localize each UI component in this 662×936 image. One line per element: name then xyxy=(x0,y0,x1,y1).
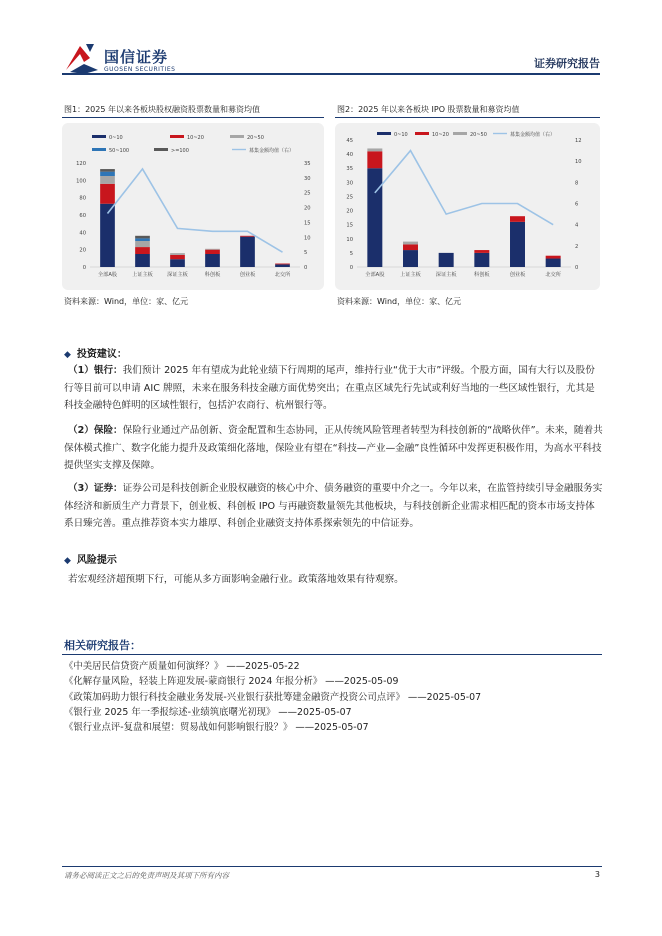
legend-label: 10~20 xyxy=(187,135,204,141)
y2-tick-label: 0 xyxy=(575,265,579,271)
logo-name-en: GUOSEN SECURITIES xyxy=(104,66,176,73)
bar-segment xyxy=(205,250,220,254)
legend-swatch xyxy=(92,135,106,138)
y2-tick-label: 4 xyxy=(575,222,579,229)
securities-text: 证券公司是科技创新企业股权融资的核心中介、债务融资的重要中介之一。今年以来，在监管持续引导金融服务实体经济和新质生产力背景下，创业板、科创板 IPO 与再融资数量领先其他板块，与科技创新企业需求相匹配的资本市场支持体系日臻完善。重点推荐资本实力雄厚、科创企业融资支持体系探索领先的中信证券。 xyxy=(64,483,603,530)
bar-segment xyxy=(546,256,561,259)
related-reports-list xyxy=(64,659,481,735)
y-tick-label: 0 xyxy=(82,265,86,271)
y2-tick-label: 10 xyxy=(575,159,582,166)
y2-tick-label: 10 xyxy=(304,235,311,242)
legend-label: 0~10 xyxy=(109,135,123,141)
figure-1-source: 资料来源：Wind，单位：家、亿元 xyxy=(64,297,189,306)
x-tick-label: 深证主板 xyxy=(435,272,457,278)
page-header xyxy=(0,0,662,80)
y2-tick-label: 6 xyxy=(575,201,579,208)
legend-label: 募集金额均值（右） xyxy=(249,148,295,154)
legend-label: 募集金额均值（右） xyxy=(510,132,556,138)
x-tick-label: 科创板 xyxy=(204,272,221,278)
bar-segment xyxy=(135,254,150,267)
header-divider xyxy=(62,73,600,75)
y-tick-label: 120 xyxy=(76,161,86,167)
y-tick-label: 60 xyxy=(79,213,86,219)
x-tick-label: 北交所 xyxy=(274,272,291,278)
figure-2-rule xyxy=(335,117,600,118)
y2-tick-label: 12 xyxy=(575,138,582,144)
legend-label: 50~100 xyxy=(109,148,130,154)
bar-segment xyxy=(135,238,150,241)
bar-segment xyxy=(170,253,185,255)
insurance-label: （2）保险： xyxy=(68,425,123,436)
bar-segment xyxy=(439,253,454,267)
y-tick-label: 15 xyxy=(346,222,353,229)
bar-segment xyxy=(367,151,382,168)
bar-segment xyxy=(135,241,150,247)
y2-tick-label: 5 xyxy=(304,250,308,257)
securities-paragraph xyxy=(64,480,604,533)
bar-segment xyxy=(170,259,185,267)
x-tick-label: 深证主板 xyxy=(167,272,188,278)
x-tick-label: 上证主板 xyxy=(132,272,153,278)
footer-disclaimer: 请务必阅读正文之后的免责声明及其项下所有内容 xyxy=(64,871,229,880)
logo-name-cn: 国信证券 xyxy=(104,48,169,66)
bar-segment xyxy=(403,244,418,250)
y2-tick-label: 35 xyxy=(304,161,311,167)
related-report-link[interactable]: 《银行业点评-复盘和展望：贸易战如何影响银行股？》 ——2025-05-07 xyxy=(64,722,369,734)
related-report-link[interactable]: 《银行业 2025 年一季报综述-业绩筑底曙光初现》 ——2025-05-07 xyxy=(64,706,352,718)
line-series-mean xyxy=(108,169,283,252)
logo-icon xyxy=(64,40,102,76)
report-type: 证券研究报告 xyxy=(534,57,600,70)
y-tick-label: 40 xyxy=(346,152,353,159)
figure-1-title: 图1：2025 年以来各板块股权融资股票数量和募资均值 xyxy=(64,105,260,114)
bar-segment xyxy=(275,264,290,267)
footer-divider xyxy=(62,866,602,867)
y-tick-label: 35 xyxy=(346,166,353,173)
related-reports-title: 相关研究报告： xyxy=(64,639,141,652)
y-tick-label: 5 xyxy=(349,250,353,257)
y-tick-label: 25 xyxy=(346,194,353,201)
bar-segment xyxy=(135,247,150,254)
bar-segment xyxy=(275,264,290,265)
bar-segment xyxy=(510,216,525,222)
bar-segment xyxy=(403,250,418,267)
x-tick-label: 上证主板 xyxy=(400,272,421,278)
insurance-text: 保险行业通过产品创新、资金配置和生态协同，正从传统风险管理者转型为科技创新的“战略伙伴”。未来，随着共保体模式推广、数字化能力提升及政策细化落地，保险业有望在“科技—产业—金融”良性循环中发挥更积极作用，为高水平科技提供坚实支撑及保障。 xyxy=(64,425,603,472)
y2-tick-label: 15 xyxy=(304,220,311,227)
y2-tick-label: 20 xyxy=(304,205,311,212)
bar-segment xyxy=(100,184,115,204)
related-report-link[interactable]: 《化解存量风险，轻装上阵迎发展-蒙商银行 2024 年报分析》 ——2025-05-09 xyxy=(64,676,399,688)
bar-segment xyxy=(205,254,220,267)
legend-swatch xyxy=(92,148,106,151)
bar-segment xyxy=(546,259,561,267)
bank-label: （1）银行： xyxy=(68,365,123,376)
bar-segment xyxy=(474,253,489,267)
securities-label: （3）证券： xyxy=(68,483,123,494)
bar-segment xyxy=(403,242,418,245)
risk-title: 风险提示 xyxy=(76,555,117,566)
legend-swatch xyxy=(230,135,244,138)
legend-label: 20~50 xyxy=(470,132,487,138)
bar-segment xyxy=(205,249,220,250)
figure-1-chart xyxy=(62,123,324,290)
chart-1-svg xyxy=(62,123,324,290)
bank-paragraph xyxy=(64,362,604,415)
legend-swatch xyxy=(170,135,184,138)
x-tick-label: 全部A股 xyxy=(97,272,118,278)
y-tick-label: 0 xyxy=(349,265,353,271)
invest-heading xyxy=(64,345,127,360)
y2-tick-label: 25 xyxy=(304,190,311,197)
related-divider xyxy=(62,654,602,655)
x-tick-label: 创业板 xyxy=(509,272,526,278)
related-report-link[interactable]: 《政策加码助力银行科技金融业务发展-兴业银行获批筹建金融资产投资公司点评》 ——2025-05-07 xyxy=(64,691,482,703)
y-tick-label: 40 xyxy=(79,230,86,237)
y2-tick-label: 2 xyxy=(575,243,579,250)
bar-segment xyxy=(100,176,115,184)
y-tick-label: 80 xyxy=(79,195,86,202)
line-series-mean xyxy=(375,151,553,225)
bar-segment xyxy=(367,168,382,267)
page-number: 3 xyxy=(594,870,600,879)
figure-2-source: 资料来源：Wind，单位：家、亿元 xyxy=(337,297,462,306)
bar-segment xyxy=(510,222,525,267)
legend-swatch xyxy=(453,132,467,135)
y-tick-label: 30 xyxy=(346,180,353,187)
insurance-paragraph xyxy=(64,422,604,475)
x-tick-label: 科创板 xyxy=(474,272,490,278)
y-tick-label: 45 xyxy=(346,138,353,144)
legend-label: 20~50 xyxy=(247,135,264,141)
y-tick-label: 20 xyxy=(79,247,86,254)
invest-title: 投资建议： xyxy=(76,349,127,360)
y-tick-label: 20 xyxy=(346,208,353,215)
bar-segment xyxy=(367,148,382,151)
legend-label: >=100 xyxy=(171,148,189,154)
y2-tick-label: 30 xyxy=(304,175,311,182)
chart-2-svg xyxy=(335,123,600,290)
bar-segment xyxy=(240,237,255,267)
x-tick-label: 创业板 xyxy=(239,272,256,278)
bar-segment xyxy=(100,169,115,172)
legend-label: 10~20 xyxy=(432,132,449,138)
diamond-bullet-icon: ◆ xyxy=(64,350,71,360)
y2-tick-label: 0 xyxy=(304,265,308,271)
legend-swatch xyxy=(154,148,168,151)
bar-segment xyxy=(100,172,115,176)
bar-segment xyxy=(240,236,255,237)
y-tick-label: 10 xyxy=(346,236,353,243)
figure-2-title: 图2：2025 年以来各板块 IPO 股票数量和募资均值 xyxy=(337,105,520,114)
risk-heading xyxy=(64,551,117,566)
legend-label: 0~10 xyxy=(394,132,408,138)
legend-swatch xyxy=(415,132,429,135)
related-report-link[interactable]: 《中美居民信贷资产质量如何演绎？》 ——2025-05-22 xyxy=(64,661,300,672)
legend-swatch xyxy=(377,132,391,135)
y-tick-label: 100 xyxy=(76,178,86,185)
risk-paragraph: 若宏观经济超预期下行，可能从多方面影响金融行业。政策落地效果有待观察。 xyxy=(68,574,404,585)
figure-1-rule xyxy=(62,117,324,118)
bar-segment xyxy=(170,255,185,259)
x-tick-label: 全部A股 xyxy=(365,272,385,278)
bar-segment xyxy=(135,236,150,239)
diamond-bullet-icon: ◆ xyxy=(64,556,71,566)
y2-tick-label: 8 xyxy=(575,180,579,187)
bar-segment xyxy=(474,250,489,253)
bank-text: 我们预计 2025 年有望成为此轮业绩下行周期的尾声，维持行业“优于大市”评级。个股方面，国有大行以及股份行等目前可以申请 AIC 牌照，未来在服务科技金融方面优势突出；在重点区域先行先试或利好当地的一些区域性银行，尤其是科技金融特色鲜明的区域性银行，包括沪农商行、杭州银行等。 xyxy=(64,365,595,412)
x-tick-label: 北交所 xyxy=(545,272,561,278)
figure-2-chart xyxy=(335,123,600,290)
